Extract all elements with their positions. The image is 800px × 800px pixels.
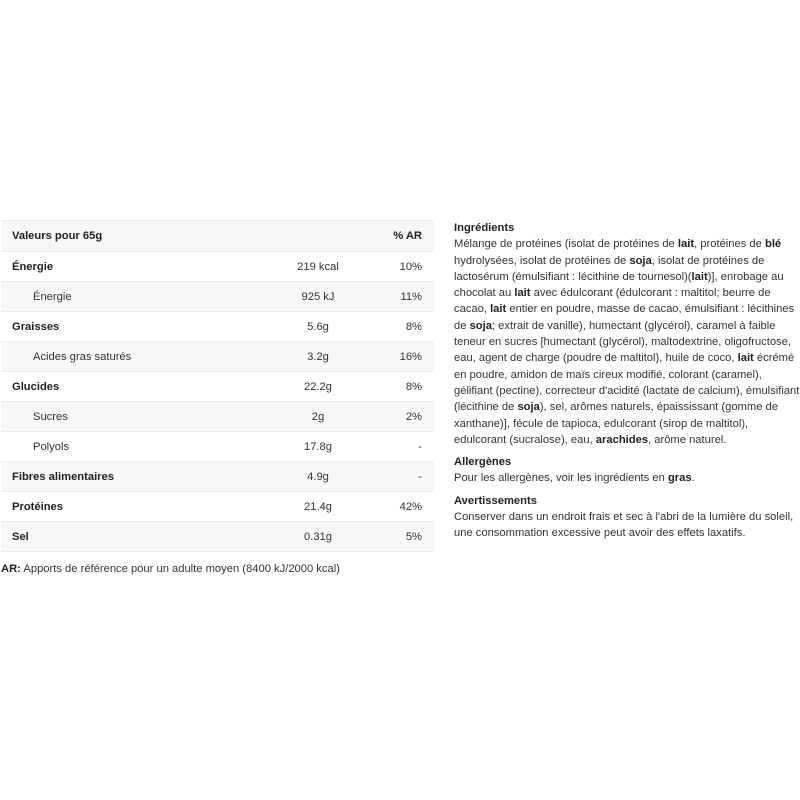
table-row xyxy=(1,372,434,402)
table-row xyxy=(1,312,434,342)
ar-footnote-text: Apports de référence pour un adulte moyen (8400 kJ/2000 kcal) xyxy=(20,563,340,575)
ingredients-segment: , isolat de protéines de lactosérum (émulsifiant : lécithine de tournesol)( xyxy=(454,254,765,283)
table-row xyxy=(1,522,434,552)
table-row xyxy=(1,282,434,312)
row-label: Protéines xyxy=(1,492,248,522)
allergen-highlight: soja xyxy=(517,401,540,414)
ingredients-segment: ), sel, arômes naturels, épaississant (gomme de xanthane)], fécule de tapioca, edulcorant (sirop de maltitol), edulcorant (sucralose), eau, xyxy=(454,401,778,446)
row-value: 5.6g xyxy=(248,312,388,342)
row-value: 17.8g xyxy=(248,432,388,462)
row-ar: 8% xyxy=(388,312,434,342)
header-ar: % AR xyxy=(388,221,434,252)
row-label: Énergie xyxy=(1,252,248,282)
ingredients-text xyxy=(454,236,800,448)
allergens-text-before: Pour les allergènes, voir les ingrédients en xyxy=(454,472,668,485)
row-label: Sucres xyxy=(1,402,248,432)
row-value: 219 kcal xyxy=(248,252,388,282)
product-info xyxy=(454,220,800,542)
table-row xyxy=(1,432,434,462)
row-label: Graisses xyxy=(1,312,248,342)
row-value: 0.31g xyxy=(248,522,388,552)
nutrition-table xyxy=(1,220,434,552)
row-value: 21.4g xyxy=(248,492,388,522)
row-value: 3.2g xyxy=(248,342,388,372)
table-row xyxy=(1,462,434,492)
table-row xyxy=(1,492,434,522)
ingredients-segment: écrémé en poudre, amidon de maïs cireux modifié, colorant (caramel), gélifiant (pectine), correcteur d'acidité (lactate de calcium), émulsifiant (lécithine de xyxy=(454,352,800,414)
row-label: Acides gras saturés xyxy=(1,342,248,372)
nutrition-table-header xyxy=(1,221,434,252)
row-value: 22.2g xyxy=(248,372,388,402)
row-ar: 8% xyxy=(388,372,434,402)
header-value xyxy=(248,221,388,252)
row-label: Sel xyxy=(1,522,248,552)
ingredients-segment: )], enrobage au chocolat au xyxy=(454,270,784,300)
allergen-highlight: lait xyxy=(514,287,531,300)
row-label: Fibres alimentaires xyxy=(1,462,248,492)
ingredients-segment: , arôme naturel. xyxy=(648,433,727,446)
row-value: 925 kJ xyxy=(248,282,388,312)
allergen-highlight: soja xyxy=(629,254,652,267)
row-ar: - xyxy=(388,462,434,492)
allergen-highlight: lait xyxy=(737,352,754,365)
allergens-text-after: . xyxy=(691,472,695,485)
row-ar: 11% xyxy=(388,282,434,312)
ar-footnote-label: AR: xyxy=(1,563,21,575)
allergens-bold: gras xyxy=(667,472,692,485)
row-ar: 5% xyxy=(388,522,434,552)
row-ar: 10% xyxy=(388,252,434,282)
ingredients-segment: hydrolysées, isolat de protéines de xyxy=(454,254,630,267)
warnings-text: Conserver dans un endroit frais et sec à l'abri de la lumière du soleil, une consommation excessive peut avoir des effets laxatifs. xyxy=(454,511,794,540)
ingredients-segment: avec édulcorant (édulcorant : maltitol; beurre de cacao, xyxy=(454,287,771,316)
row-ar: 16% xyxy=(388,342,434,372)
row-ar: 2% xyxy=(388,402,434,432)
allergen-highlight: lait xyxy=(677,238,695,251)
ingredients-segment: ; extrait de vanille), humectant (glycérol), caramel à faible teneur en sucres [humectant (glycérol), maltodextrine, oligofructose, eau, agent de charge (poudre de maltitol), huile de coco, xyxy=(454,319,792,365)
ingredients-segment: Mélange de protéines (isolat de protéines de xyxy=(454,238,678,251)
allergens-text xyxy=(454,470,800,486)
nutrition-table-body xyxy=(1,252,434,552)
table-row xyxy=(1,252,434,282)
table-row xyxy=(1,402,434,432)
allergen-highlight: lait xyxy=(490,303,507,316)
warnings-title: Avertissements xyxy=(454,494,537,507)
allergen-highlight: blé xyxy=(764,238,782,251)
row-ar: - xyxy=(388,432,434,462)
ingredients-segment: , protéines de xyxy=(694,238,765,251)
row-value: 2g xyxy=(248,402,388,432)
header-label: Valeurs pour 65g xyxy=(1,221,248,252)
ingredients-segment: entier en poudre, masse de cacao, émulsifiant : lécithines de xyxy=(454,303,795,332)
row-label: Glucides xyxy=(1,372,248,402)
ar-footnote xyxy=(1,563,340,575)
ingredients-title: Ingrédients xyxy=(454,222,515,234)
allergen-highlight: lait xyxy=(691,270,708,283)
allergen-highlight: arachides xyxy=(595,433,649,446)
table-row xyxy=(1,342,434,372)
allergen-highlight: soja xyxy=(469,319,492,332)
row-label: Polyols xyxy=(1,432,248,462)
row-ar: 42% xyxy=(388,492,434,522)
allergens-title: Allergènes xyxy=(454,456,512,469)
row-label: Énergie xyxy=(1,282,248,312)
row-value: 4.9g xyxy=(248,462,388,492)
